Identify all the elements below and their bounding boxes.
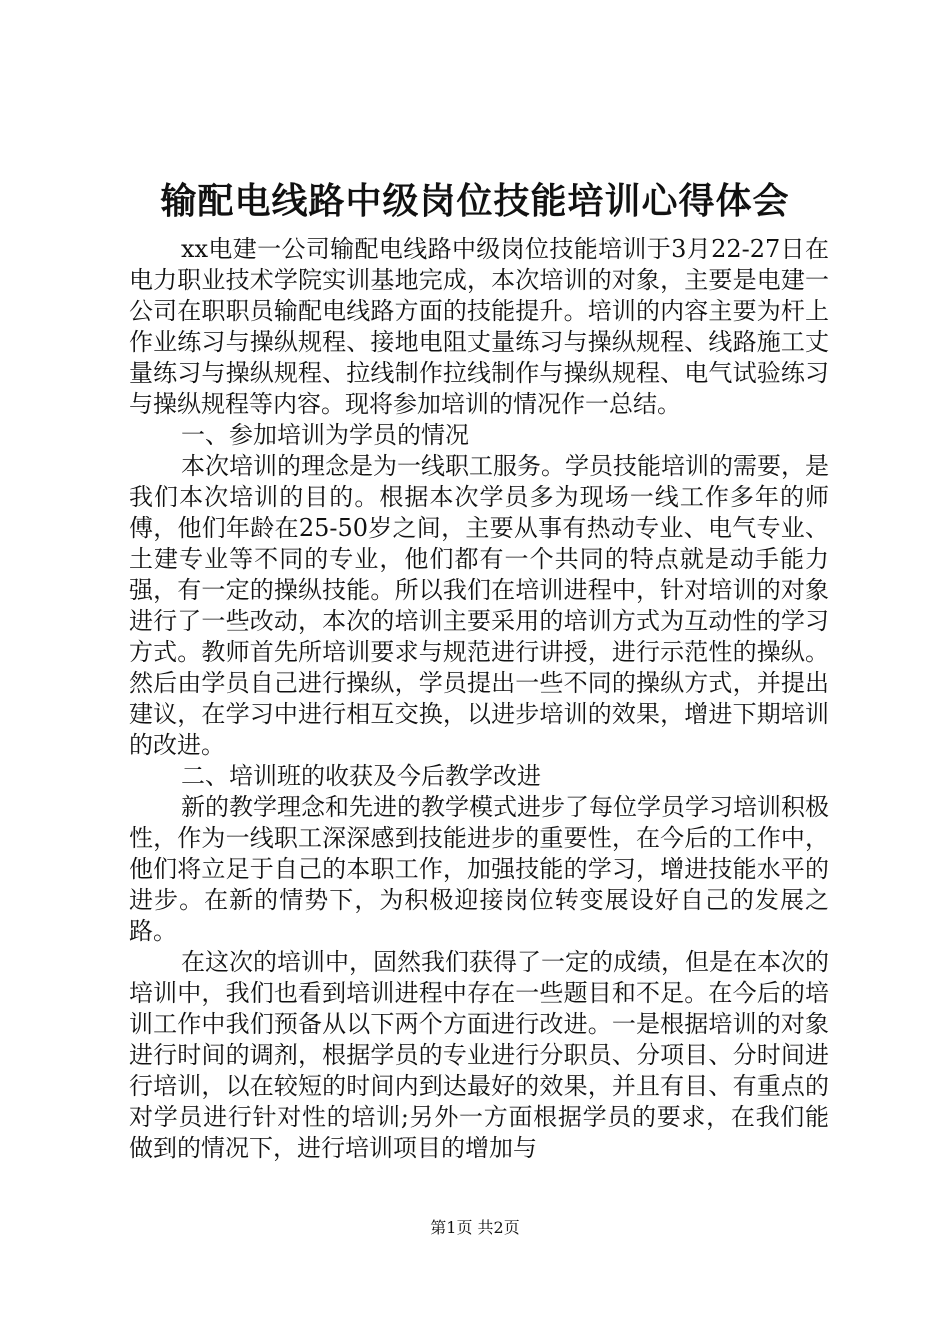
section-2-paragraph-1: 新的教学理念和先进的教学模式进步了每位学员学习培训积极性，作为一线职工深深感到技能进步的重要性，在今后的工作中，他们将立足于自己的本职工作，加强技能的学习，增进技能水平的进步。在新的情势下，为积极迎接岗位转变展设好自己的发展之路。 bbox=[129, 793, 829, 945]
section-heading-2: 二、培训班的收获及今后教学改进 bbox=[181, 762, 541, 790]
page-title: 输配电线路中级岗位技能培训心得体会 bbox=[160, 180, 790, 222]
page-footer: 第1页 共2页 bbox=[430, 1218, 520, 1237]
section-heading-1: 一、参加培训为学员的情况 bbox=[181, 421, 469, 449]
section-1-paragraph: 本次培训的理念是为一线职工服务。学员技能培训的需要，是我们本次培训的目的。根据本次学员多为现场一线工作多年的师傅，他们年龄在25-50岁之间，主要从事有热动专业、电气专业、土建专业等不同的专业，他们都有一个共同的特点就是动手能力强，有一定的操纵技能。所以我们在培训进程中，针对培训的对象进行了一些改动，本次的培训主要采用的培训方式为互动性的学习方式。教师首先所培训要求与规范进行讲授，进行示范性的操纵。然后由学员自己进行操纵，学员提出一些不同的操纵方式，并提出建议，在学习中进行相互交换，以进步培训的效果，增进下期培训的改进。 bbox=[129, 452, 829, 759]
intro-paragraph: xx电建一公司输配电线路中级岗位技能培训于3月22-27日在电力职业技术学院实训基地完成，本次培训的对象，主要是电建一公司在职职员输配电线路方面的技能提升。培训的内容主要为杆上作业练习与操纵规程、接地电阻丈量练习与操纵规程、线路施工丈量练习与操纵规程、拉线制作拉线制作与操纵规程、电气试验练习与操纵规程等内容。现将参加培训的情况作一总结。 bbox=[129, 235, 829, 418]
section-2-paragraph-2: 在这次的培训中，固然我们获得了一定的成绩，但是在本次的培训中，我们也看到培训进程中存在一些题目和不足。在今后的培训工作中我们预备从以下两个方面进行改进。一是根据培训的对象进行时间的调剂，根据学员的专业进行分职员、分项目、分时间进行培训，以在较短的时间内到达最好的效果，并且有目、有重点的对学员进行针对性的培训;另外一方面根据学员的要求，在我们能做到的情况下，进行培训项目的增加与 bbox=[129, 948, 829, 1162]
document-body bbox=[129, 234, 829, 1164]
